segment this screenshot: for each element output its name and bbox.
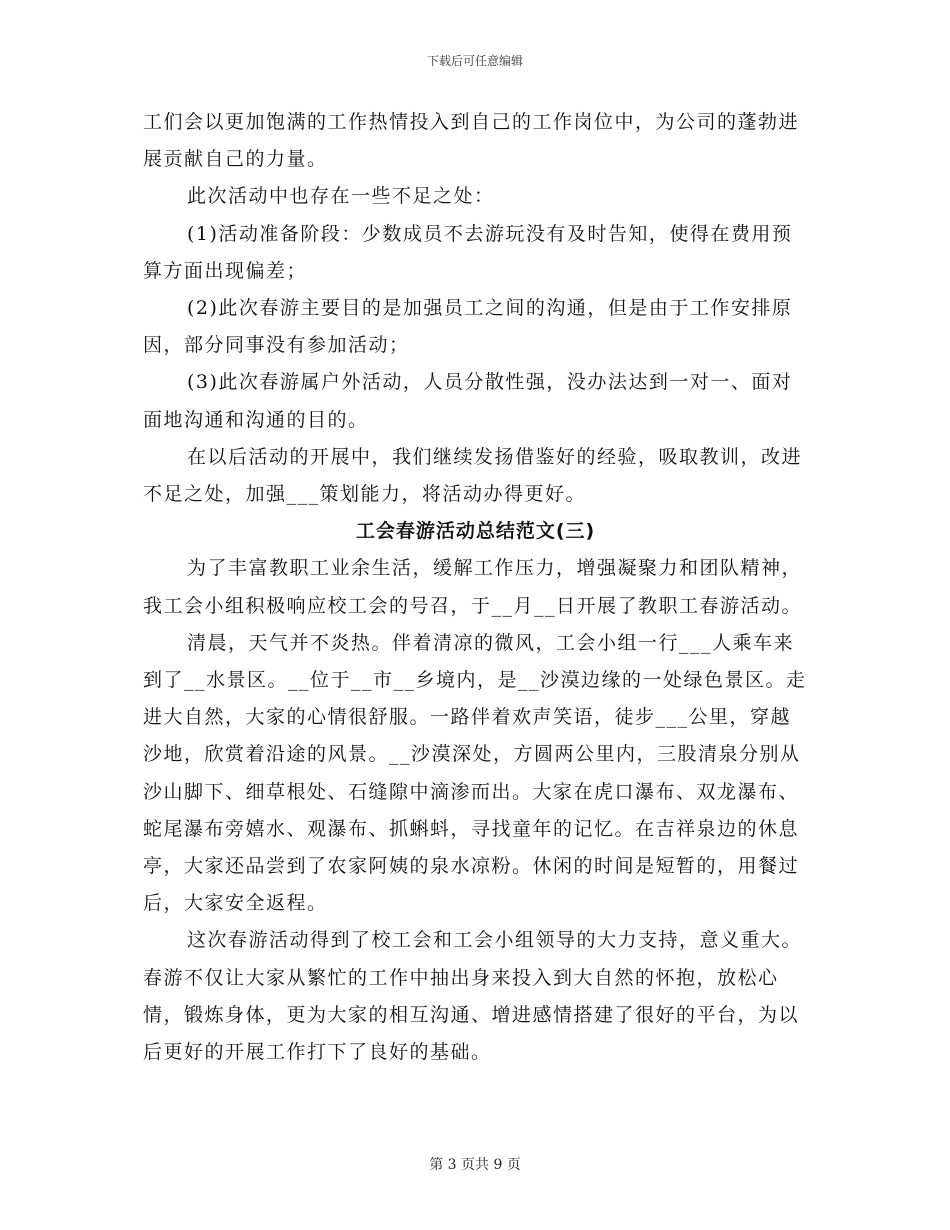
document-body <box>143 104 808 1071</box>
page-header: 下载后可任意编辑 <box>426 54 523 68</box>
paragraph: 这次春游活动得到了校工会和工会小组领导的大力支持，意义重大。春游不仅让大家从繁忙的工作中抽出身来投入到大自然的怀抱，放松心情，锻炼身体，更为大家的相互沟通、增进感情搭建了很好的平台，为以后更好的开展工作打下了良好的基础。 <box>143 929 803 1064</box>
paragraph: 为了丰富教职工业余生活，缓解工作压力，增强凝聚力和团队精神，我工会小组积极响应校工会的号召，于__月__日开展了教职工春游活动。 <box>143 557 803 617</box>
paragraph: 在以后活动的开展中，我们继续发扬借鉴好的经验，吸取教训，改进不足之处，加强___策划能力，将活动办得更好。 <box>143 445 803 506</box>
page-number: 第 3 页共 9 页 <box>429 1157 521 1173</box>
paragraph: 此次活动中也存在一些不足之处： <box>187 185 495 208</box>
list-item: (2)此次春游主要目的是加强员工之间的沟通，但是由于工作安排原因，部分同事没有参加活动； <box>143 297 793 357</box>
list-item: (3)此次春游属户外活动，人员分散性强，没办法达到一对一、面对面地沟通和沟通的目的。 <box>143 371 793 431</box>
paragraph: 工们会以更加饱满的工作热情投入到自己的工作岗位中，为公司的蓬勃进展贡献自己的力量。 <box>143 111 800 171</box>
list-item: (1)活动准备阶段：少数成员不去游玩没有及时告知，使得在费用预算方面出现偏差； <box>143 222 793 282</box>
section-title: 工会春游活动总结范文(三) <box>355 520 596 543</box>
paragraph: 清晨，天气并不炎热。伴着清凉的微风，工会小组一行___人乘车来到了__水景区。__位于__市__乡境内，是__沙漠边缘的一处绿色景区。走进大自然，大家的心情很舒服。一路伴着欢声笑语，徒步___公里，穿越沙地，欣赏着沿途的风景。__沙漠深处，方圆两公里内，三股清泉分别从沙山脚下、细草根处、石缝隙中滴渗而出。大家在虎口瀑布、双龙瀑布、蛇尾瀑布旁嬉水、观瀑布、抓蝌蚪，寻找童年的记忆。在吉祥泉边的休息亭，大家还品尝到了农家阿姨的泉水凉粉。休闲的时间是短暂的，用餐过后，大家安全返程。 <box>143 631 807 915</box>
